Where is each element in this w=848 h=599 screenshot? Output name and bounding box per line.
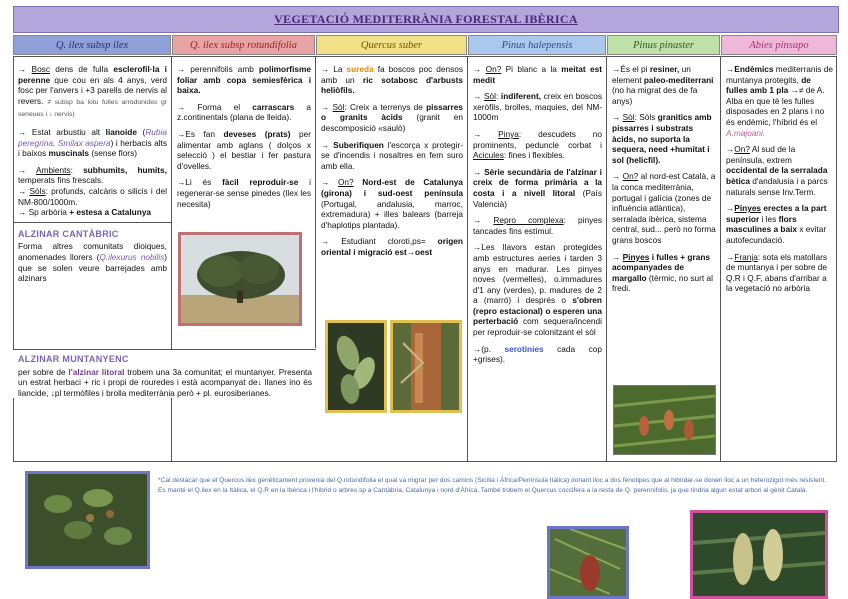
text-sols: → Sòls: profunds, calcàris o silicis i del NM-800/1000m. <box>18 185 167 207</box>
text-sol-suber: → Sòl: Creix a terrenys de pissarres o granits àcids (granit en descomposició «saulò) <box>321 101 464 133</box>
section-title-alzinar-muntanyenc: ALZINAR MUNTANYENC <box>18 354 129 364</box>
text-on-pinaster: → On? al nord-est Català, a la conca mediterrània, portugal i galícia (zones de influència atlàntica), serralada ibèrica, sistema central, sud... però no forma grans boscos <box>612 171 716 245</box>
column-abies-pinsapo <box>721 56 837 462</box>
text-deveses: →Es fan deveses (prats) per alimentar amb aglans ( dolços x selecció ) el bestiar i fer pastura d'ovelles. <box>177 128 312 171</box>
text-cloroplasts: → Estudiant cloroti,ps= origen oriental i migració est→oest <box>321 236 463 257</box>
section-alzinar-muntanyenc: ALZINAR MUNTANYENC per sobre de l'alzinar litoral trobem una 3a comunitat; el muntanyer. Presenta un estrat herbaci + ric i propi de rouredes i està acompanyat de↓ llanes ino és liancide, ↓pl termòfiles i brolla mediterrània però + pl. eurosiberianes. <box>13 349 316 398</box>
photo-q-ilex-leaves <box>25 471 150 569</box>
photo-carrasca-tree <box>178 232 302 326</box>
section-title-alzinar-cantabric: ALZINAR CANTÀBRIC <box>18 228 119 239</box>
text-on-suber: → On? Nord-est de Catalunya (girona) i sud-oest península (Portugal, andalusia, marroc, extremadura) + illes balears (barreja d'haplotips plantada). <box>321 177 463 230</box>
page-title: VEGETACIÓ MEDITERRÀNIA FORESTAL IBÈRICA <box>274 12 578 26</box>
header-pinus-halepensis: Pinus halepensis <box>468 35 606 55</box>
text-on-halepensis: → On? Pi blanc a la meitat est medit <box>473 64 602 85</box>
text-franja: →Franja: sota els matollars de muntanya i per sobre de Q.R i Q.F, abans d'arribar a la vegetació no arbòria <box>726 251 828 294</box>
column-q-ilex-ilex <box>13 56 172 462</box>
text-serie-secundaria: → Sèrie secundària de l'alzinar i creix de forma primària a la costa i a nivell litoral (País Valencià) <box>473 166 602 209</box>
text-perennifolis: → perennifolis amb polimorfisme foliar amb copa semiesfèrica i baixa. <box>177 64 311 96</box>
text-bosc: → Bosc dens de fulla esclerofil·la i perenne que cou en als 4 anys, verd fosc per l'anvers i +3 parells de nervis al revers. ≠ subsp ba lotu fulles arrodonides gr seneues i ↓ nervis) <box>18 64 167 119</box>
header-q-ilex-ilex: Q. ilex subsp ilex <box>13 35 171 55</box>
header-abies-pinsapo: Abies pinsapo <box>721 35 837 55</box>
photo-pinaster-cones <box>613 385 716 455</box>
photo-pinsapo-cones <box>690 510 828 599</box>
header-q-ilex-rotundifolia: Q. ilex subsp rotundifolia <box>172 35 315 55</box>
text-pinyes-pinaster: → Pinyes i fulles + grans acompanyades de margallo (tèrmic, no surt al fredi. <box>612 251 713 294</box>
divider <box>13 222 171 223</box>
text-estrat: → Estat arbustiu alt lianoide (Rubia peregrina, Smilax aspera) i herbacis alts i baixos muscinals (sense flors) <box>18 126 167 159</box>
text-reproduir: →Li és fàcil reproduir-se i regenerar-se sense pinedes (llex les necesita) <box>177 177 311 209</box>
footnote: *Cal destacar que el Quercus ilex genèticament provenia del Q.rotundifolia el qual va migrar per dos camins (Sicília i Àfrica/Península Itàlica) donant lloc a dos fenotipes que al hibridar-se donen lloc a un heterozigot més resistent. Es manté el Q.ilex en la Itàlica, el Q.R en la Ibèrica i l'híbrid o arbres sp a Cantàbria, Catalunya i nord d'Àfrica. També trobem el Quercus coccifera a la resta de Q. perennifolis, ja que tindria algun estat arbori al gènit Català. <box>158 477 827 494</box>
column-pinus-halepensis <box>468 56 607 462</box>
text-pinya: → Pinya: descudets no prominents, peduncle corbat i Acicules: fines i flexibles. <box>473 128 602 161</box>
text-carrascars: → Forma el carrascars a z.continentals (plana de lleida). <box>177 101 311 123</box>
photo-cork-bark <box>390 320 462 413</box>
text-llavors: →Les llavors estan protegides amb estructures aeries i tarden 3 anys en madurar. Les pinyes noves (vermelles), o.immadures d'1 any (verdes), p. madures de 2 a (marró) i després o s'obren (repro estacional) o esperen una perterbació com sequera/incendi per reproduir-se colonitzant el sòl <box>473 242 602 338</box>
header-pinus-pinaster: Pinus pinaster <box>607 35 720 55</box>
text-repro: → Repro complexa: pinyes tancades fins estímul. <box>473 215 603 236</box>
title-bar <box>13 6 839 33</box>
text-sp-arboria: → Sp arbòria + estesa a Catalunya <box>18 207 152 218</box>
text-suberifiquen: → Suberifiquen l'escorça x protegir-se d'incendis i nosaltres en fem suro amb ella. <box>321 139 464 171</box>
text-sureda: → La sureda fa boscos poc densos amb un ric sotabosc d'arbusts heliòfils. <box>321 64 463 96</box>
photo-halepensis-cone <box>547 526 629 599</box>
text-resiner: →És el pi resiner, un element paleo-mediterrani (no ha migrat des de fa anys) <box>612 64 714 106</box>
text-sol-pinaster: → Sòl: Sòls granitics amb pissarres i substrats àcids, no suporta la sequera, need +humitat i sol (helicfil). <box>612 112 712 165</box>
text-pinyes-pinsapo: →Pinyes erectes a la part superior i les flors masculines a baix x evitar autofecundació. <box>726 203 827 245</box>
photo-suber-leaves <box>325 320 387 413</box>
header-quercus-suber: Quercus suber <box>316 35 467 55</box>
text-sol-halepensis: → Sòl: indiferent, creix en boscos xeròfils, brolles, maquies, del NM-1000m <box>473 91 602 123</box>
text-serotinies: →(p. serotinies cada cop +grises). <box>473 343 602 365</box>
text-alzinar-cantabric: Forma altres comunitats dioiques, anomenades llorers (Q.ilexurus nobilis) que se solen veure barrejades amb alzinars <box>18 241 167 284</box>
text-endemics: →Endèmics mediterranis de muntanya protegits, de fulles amb 1 pla →≠ de A. Alba en que tè les fulles disposades en 2 plans i no és endèmic, l'híbrid és el A.majoani. <box>726 64 833 138</box>
text-on-pinsapo: →On? Al sud de la península, extrem occidental de la serralada bètica d'andalusia i a parcs naturals sense Inv.Term. <box>726 144 828 197</box>
text-ambients: → Ambients: subhumits, humits, temperats fins frescals. <box>18 164 167 186</box>
